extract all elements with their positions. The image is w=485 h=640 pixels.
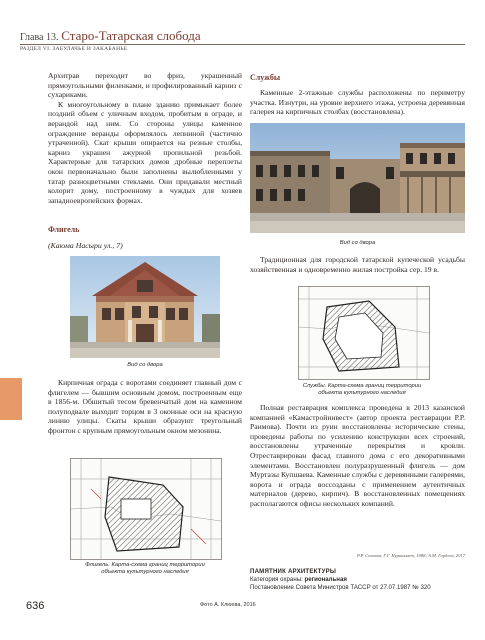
intro-text xyxy=(48,71,242,205)
monument-title: ПАМЯТНИК АРХИТЕКТУРЫ xyxy=(250,568,337,575)
sluzhby-map-image xyxy=(299,287,429,379)
fligel-address: (Каюма Насыри ул., 7) xyxy=(48,241,123,250)
category-value: региональная xyxy=(304,576,347,583)
chapter-tab xyxy=(0,378,22,420)
sluzhby-after-text xyxy=(250,255,465,274)
sluzhby-photo xyxy=(250,123,465,233)
page-number: 636 xyxy=(26,600,45,612)
paragraph: Традиционная для городской татарской купеческой усадьбы хозяйственная и одновременно жилая постройка сер. 19 в. xyxy=(250,255,465,274)
fligel-photo-image xyxy=(70,256,220,358)
paragraph: Кирпичная ограда с воротами соединяет главный дом с флигелем — бывшим основным домом, построенным еще в 1856-м. Обшитый тесом бревенчатый дом на каменном полуподвале выходит торцом в 3 оконные оси на красную линию улицы. Скаты крыши образуют треугольный фронтон с крупным прямоугольным окном мезонина. xyxy=(48,378,242,435)
chapter-title: Старо-Татарская слобода xyxy=(61,28,201,43)
fligel-photo xyxy=(70,256,220,358)
monument-info xyxy=(250,568,465,592)
paragraph: Полная реставрация комплекса проведена в 2013 казанской компанией «Камастройинвест» (автор проекта реставрации Р.Р. Раимова). Почти из руин восстановлены исторические стены, проведены работы по усилению конструкции всех строений, восстановлены утраченные перекрытия и кровли. Отреставрирован фасад главного дома с его декоративными элементами. Восстановлен полуразрушенный флигель — дом Муртазы Купшаева. Каменные службы с деревянными галереями, ворота и ограда воссозданы с применением аутентичных материалов (дерево, кирпич). В восстановленных помещениях располагаются офисы нескольких компаний. xyxy=(250,403,465,508)
fligel-map xyxy=(70,458,222,560)
paragraph: Каменные 2-этажные службы расположены по периметру участка. Изнутри, на уровне верхнего этажа, устроена деревянная галерея на кирпичных столбах (восстановлена). xyxy=(250,88,465,117)
fligel-photo-caption: Вид со двора xyxy=(127,362,163,368)
section-title: РАЗДЕЛ VI. ЗАБУЛАЧЬЕ И ЗАКАБАНЬЕ xyxy=(20,46,128,52)
paragraph: К многоугольному в плане зданию примыкает более поздний объем с уличным входом, пробитым в ограде, и верандой над ним. Со стороны улицы каменное ограждение веранды оформлялось лепниной (частично утраченной). Скат крыши опирается на резные столбы, карниз украшен ажурной пропильной резьбой. Характерные для татарских домов дробные переплеты окон первоначально были заполнены вылюбленными у татар разноцветными стеклами. Они придавали местный колорит дому, построенному в чуждых для хозяев западноевропейских формах. xyxy=(48,99,242,205)
caption-line: объекта культурного наследия xyxy=(318,390,406,396)
fligel-map-image xyxy=(71,459,221,559)
chapter-number: Глава 13. xyxy=(20,32,59,43)
fligel-map-caption xyxy=(70,562,220,576)
caption-line: Службы. Карта-схема границ территории xyxy=(302,383,422,389)
sluzhby-text xyxy=(250,88,465,117)
author-credit: Р.Р. Салахов, Г.Г. Нуриахмет, 1988; А.М. Гордеев, 2017 xyxy=(356,553,465,558)
category-label: Категория охраны: xyxy=(250,576,303,583)
photo-credit: Фото А. Клюева, 2016 xyxy=(200,602,256,608)
sluzhby-heading: Службы xyxy=(250,73,281,82)
fligel-heading: Флигель xyxy=(48,225,80,234)
sluzhby-photo-image xyxy=(250,123,465,233)
fligel-text xyxy=(48,378,242,436)
restoration-text xyxy=(250,403,465,509)
caption-line: Флигель. Карта-схема границ территории xyxy=(85,562,205,568)
header-rule xyxy=(20,44,465,45)
sluzhby-map-caption xyxy=(272,383,452,397)
caption-line: объекта культурного наследия xyxy=(101,569,189,575)
sluzhby-map xyxy=(298,286,430,380)
sluzhby-photo-caption: Вид со двора xyxy=(339,240,376,246)
decree: Постановление Совета Министров ТАССР от 27.07.1987 № 320 xyxy=(250,584,431,591)
paragraph: Архитрав переходит во фриз, украшенный прямоугольными филенками, и профилированный карниз с сухариками. xyxy=(48,71,242,100)
chapter-header xyxy=(20,28,201,44)
protection-category xyxy=(250,576,465,584)
